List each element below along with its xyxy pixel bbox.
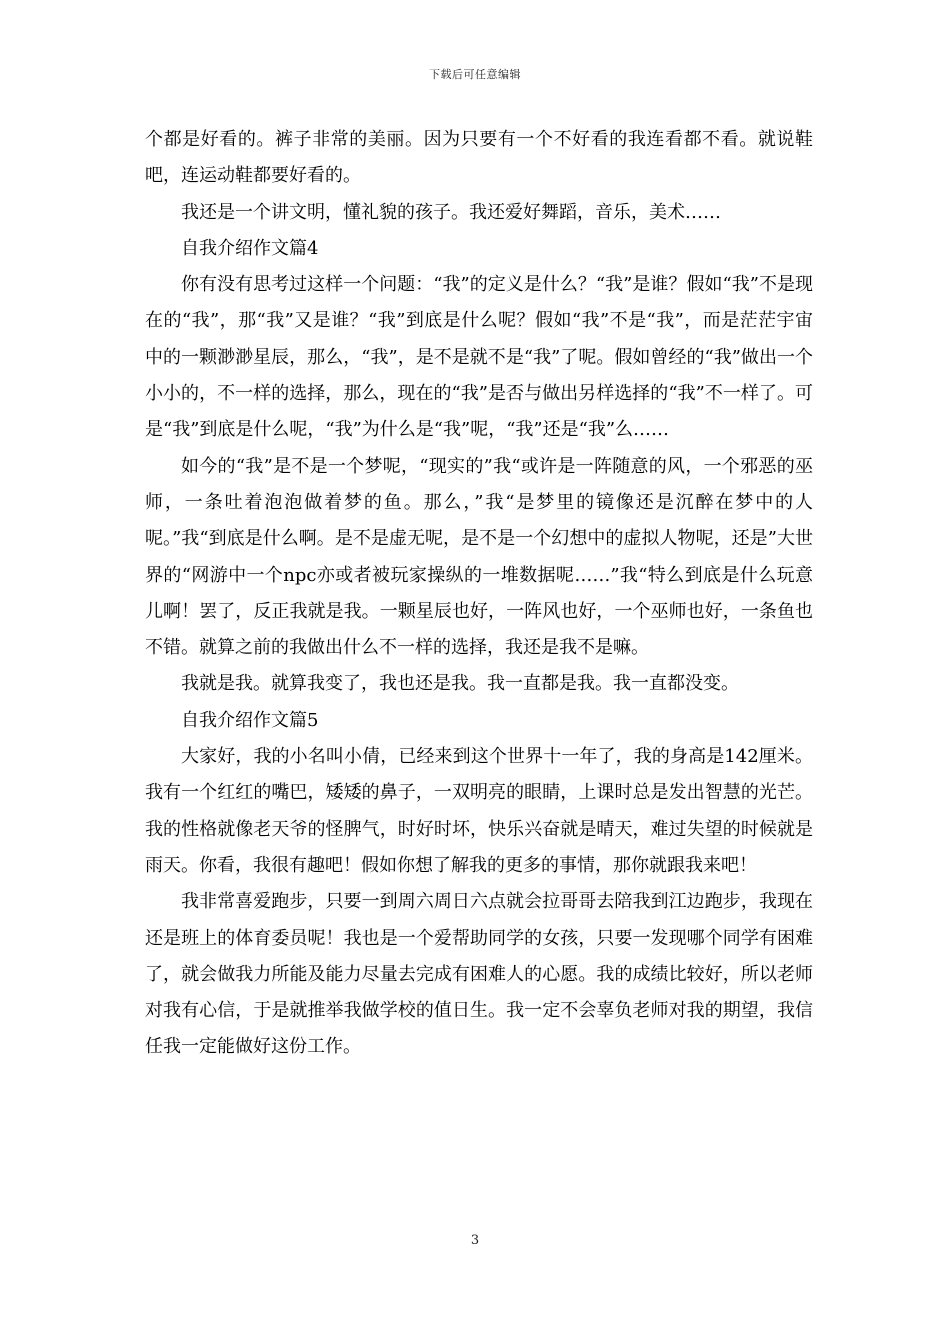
page-number: 3 — [470, 1233, 480, 1248]
paragraph: 如今的“我”是不是一个梦呢，“现实的”我“或许是一阵随意的风，一个邪恶的巫师，一条吐着泡泡做着梦的鱼。那么，”我“是梦里的镜像还是沉醉在梦中的人呢。”我“到底是什么啊。是不是虚无呢，是不是一个幻想中的虚拟人物呢，还是”大世界的“网游中一个npc亦或者被玩家操纵的一堆数据呢……”我“特么到底是什么玩意儿啊！罢了，反正我就是我。一颗星辰也好，一阵风也好，一个巫师也好，一条鱼也不错。就算之前的我做出什么不一样的选择，我还是我不是嘛。 — [145, 455, 813, 659]
paragraph: 我非常喜爱跑步，只要一到周六周日六点就会拉哥哥去陪我到江边跑步，我现在还是班上的体育委员呢！我也是一个爱帮助同学的女孩，只要一发现哪个同学有困难了，就会做我力所能及能力尽量去完成有困难人的心愿。我的成绩比较好，所以老师对我有心信，于是就推举我做学校的值日生。我一定不会辜负老师对我的期望，我信任我一定能做好这份工作。 — [145, 891, 813, 1058]
section-heading: 自我介绍作文篇4 — [181, 237, 319, 259]
paragraph: 你有没有思考过这样一个问题：“我”的定义是什么？“我”是谁？假如“我”不是现在的“我”，那“我”又是谁？“我”到底是什么呢？假如“我”不是“我”，而是茫茫宇宙中的一颗渺渺星辰，那么，“我”，是不是就不是“我”了呢。假如曾经的“我”做出一个小小的，不一样的选择，那么，现在的“我”是否与做出另样选择的“我”不一样了。可是“我”到底是什么呢，“我”为什么是“我”呢，“我”还是“我”么…… — [145, 274, 813, 441]
paragraph: 我就是我。就算我变了，我也还是我。我一直都是我。我一直都没变。 — [181, 673, 739, 695]
section-heading: 自我介绍作文篇5 — [181, 709, 319, 731]
paragraph: 个都是好看的。裤子非常的美丽。因为只要有一个不好看的我连看都不看。就说鞋吧，连运动鞋都要好看的。 — [145, 129, 813, 187]
page-header: 下载后可任意编辑 — [429, 68, 521, 81]
document-body — [145, 122, 813, 1066]
paragraph: 我还是一个讲文明，懂礼貌的孩子。我还爱好舞蹈，音乐，美术…… — [181, 201, 721, 223]
paragraph: 大家好，我的小名叫小倩，已经来到这个世界十一年了，我的身高是142厘米。我有一个红红的嘴巴，矮矮的鼻子，一双明亮的眼睛，上课时总是发出智慧的光芒。我的性格就像老天爷的怪脾气，时好时坏，快乐兴奋就是晴天，难过失望的时候就是雨天。你看，我很有趣吧！假如你想了解我的更多的事情，那你就跟我来吧！ — [145, 746, 813, 876]
